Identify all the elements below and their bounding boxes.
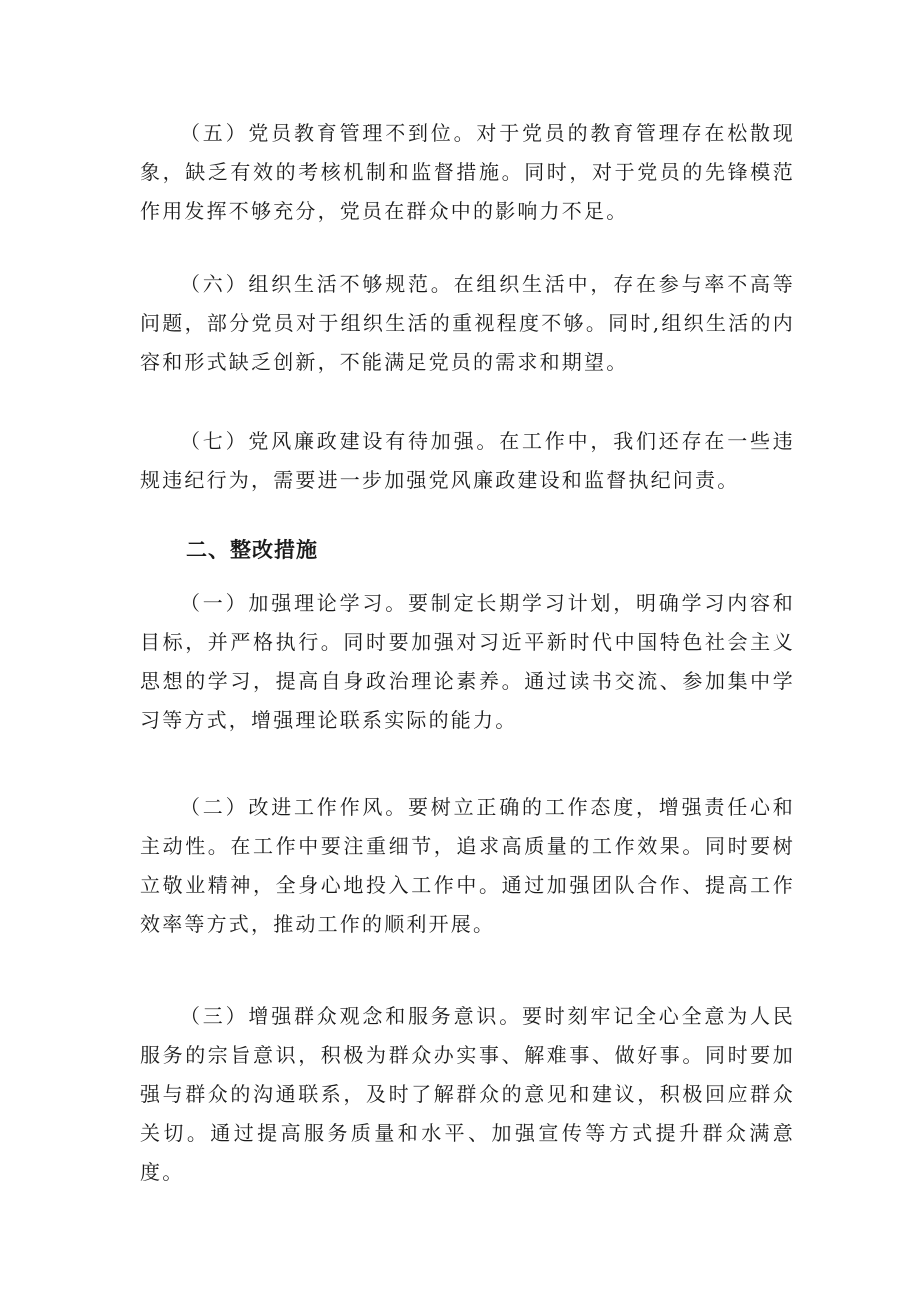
measure-item-3: （三）增强群众观念和服务意识。要时刻牢记全心全意为人民服务的宗旨意识，积极为群众办实事、解难事、做好事。同时要加强与群众的沟通联系，及时了解群众的意见和建议，积极回应群众关切。通过提高服务质量和水平、加强宣传等方式提升群众满意度。 (140, 1004, 795, 1184)
measure-item-1: （一）加强理论学习。要制定长期学习计划，明确学习内容和目标，并严格执行。同时要加强对习近平新时代中国特色社会主义思想的学习，提高自身政治理论素养。通过读书交流、参加集中学习等方式，增强理论联系实际的能力。 (140, 591, 795, 732)
paragraph-item-5: （五）党员教育管理不到位。对于党员的教育管理存在松散现象，缺乏有效的考核机制和监督措施。同时，对于党员的先锋模范作用发挥不够充分，党员在群众中的影响力不足。 (140, 121, 795, 223)
paragraph-item-6: （六）组织生活不够规范。在组织生活中，存在参与率不高等问题，部分党员对于组织生活的重视程度不够。同时,组织生活的内容和形式缺乏创新，不能满足党员的需求和期望。 (140, 272, 795, 374)
paragraph-item-7: （七）党风廉政建设有待加强。在工作中，我们还存在一些违规违纪行为，需要进一步加强党风廉政建设和监督执纪问责。 (140, 429, 795, 492)
measure-item-2: （二）改进工作作风。要树立正确的工作态度，增强责任心和主动性。在工作中要注重细节，追求高质量的工作效果。同时要树立敬业精神，全身心地投入工作中。通过加强团队合作、提高工作效率等方式，推动工作的顺利开展。 (140, 795, 795, 936)
section-heading: 二、整改措施 (186, 538, 318, 562)
